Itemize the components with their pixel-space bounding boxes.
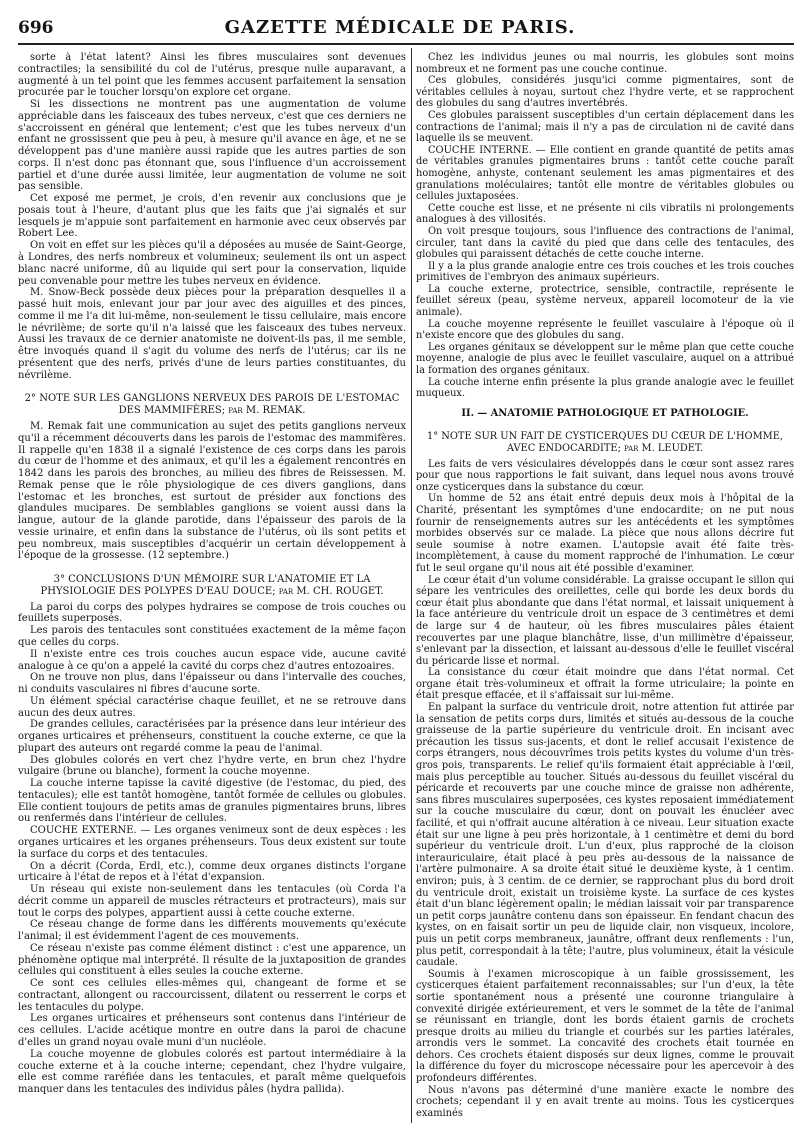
right-paragraph: Nous n'avons pas déterminé d'une manière exacte le nombre des crochets; cependant il y en avait trente au moins. Tous les cysticerques examinés — [416, 1084, 794, 1119]
header-rule — [18, 43, 794, 45]
right-paragraph: Ces globules paraissent susceptibles d'un certain déplacement dans les contractions de l'animal; mais il n'y a pas de circulation ni de cavité dans laquelle ils se meuvent. — [416, 109, 794, 145]
left-paragraph: Ce sont ces cellules elles-mêmes qui, changeant de forme et se contractant, allongent ou raccourcissent, dilatent ou resserrent le corps et les tentacules du polype. — [18, 978, 406, 1013]
left-paragraph: On ne trouve non plus, dans l'épaisseur ou dans l'intervalle des couches, ni conduits vasculaires ni fibres d'aucune sorte. — [18, 672, 406, 696]
left-paragraph: Des globules colorés en vert chez l'hydre verte, en brun chez l'hydre vulgaire (brune ou blanche), forment la couche moyenne. — [18, 754, 406, 778]
left-paragraph: Si les dissections ne montrent pas une augmentation de volume appréciable dans les faisceaux des tubes nerveux, c'est que ces derniers ne s'accroissent en général que lentement; c'est que les tubes nerveux d'un enfant ne grossissent que peu à peu, à mesure qu'il avance en âge, et ne se développent pas d'une manière aussi rapide que les autres parties de son corps. Il n'est donc pas étonnant que, sous l'influence d'un accroissement partiel et d'une durée aussi limitée, leur augmentation de volume ne soit pas sensible. — [18, 99, 406, 193]
left-paragraph: Cet exposé me permet, je crois, d'en revenir aux conclusions que je posais tout à l'heure, d'autant plus que les faits que j'ai signalés et sur lesquels je m'appuie sont parfaitement en harmonie avec ceux observés par Robert Lee. — [18, 193, 406, 240]
left-paragraph: Ce réseau n'existe pas comme élément distinct : c'est une apparence, un phénomène optique mal interprété. Il résulte de la juxtaposition de grandes cellules qui constituent à elles seules la couche externe. — [18, 942, 406, 978]
left-paragraph: Un élément spécial caractérise chaque feuillet, et ne se retrouve dans aucun des deux autres. — [18, 695, 406, 719]
left-paragraph: M. Remak fait une communication au sujet des petits ganglions nerveux qu'il a récemment découverts dans les parois de l'estomac des mammifères. Il rappelle qu'en 1838 il a signalé l'existence de ces corps dans les parois du cœur de l'homme et des animaux, et qu'il les a également rencontrés en 1842 dans les parois des bronches, au milieu des fibres de Reissessen. M. Remak pense que le rôle physiologique de ces divers ganglions, dans l'estomac et les bronches, est surtout de présider aux fonctions des glandules mucipares. De semblables ganglions se voient aussi dans la langue, autour de la glande parotide, dans l'épaisseur des parois de la vessie urinaire, et enfin dans la substance de l'utérus, où ils sont petits et peu nombreux, mais susceptibles d'acquérir un certain développement à l'époque de la grossesse. (12 septembre.) — [18, 420, 406, 562]
left-paragraph: Ce réseau change de forme dans les différents mouvements qu'exécute l'animal; il est évidemment l'agent de ces mouvements. — [18, 919, 406, 943]
page-header — [0, 0, 800, 46]
left-paragraph: On voit en effet sur les pièces qu'il a déposées au musée de Saint-George, à Londres, des nerfs nombreux et volumineux; seulement ils ont un aspect blanc nacré uniforme, dû au liquide qui sert pour la conservation, liquide peu convenable pour mettre les tubes nerveux en évidence. — [18, 240, 406, 287]
page-number: 696 — [18, 18, 54, 38]
left-section-heading: 3° CONCLUSIONS D'UN MÉMOIRE SUR L'ANATOMIE ET LA PHYSIOLOGIE DES POLYPES D'EAU DOUCE; par M. CH. ROUGET. — [40, 574, 384, 597]
right-paragraph: Il y a la plus grande analogie entre ces trois couches et les trois couches primitives de l'embryon des animaux supérieurs. — [416, 260, 794, 284]
right-paragraph: En palpant la surface du ventricule droit, notre attention fut attirée par la sensation de petits corps durs, limités et situés au-dessous de la couche graisseuse de la partie supérieure du ventricule droit. En incisant avec précaution les tissus sus-jacents, et dont le relief accusait l'existence de corps étrangers, nous découvrîmes trois petits kystes du volume d'un très-gros pois, transparents. Le relief qu'ils formaient était appréciable à l'œil, mais plus perceptible au toucher. Situés au-dessous du feuillet viscéral du péricarde et recouverts par une couche mince de graisse non adhérente, sans fibres musculaires superposées, ces kystes reposaient immédiatement sur la couche musculaire du cœur, dont on pouvait les énucléer avec facilité, et qui n'offrait aucune altération à ce niveau. Leur situation exacte était sur une ligne à peu près horizontale, à 1 centimètre et demi du bord supérieur du ventricule droit. L'un d'eux, plus rapproché de la cloison interauriculaire, était placé à peu près au-dessous de la naissance de l'artère pulmonaire. A sa droite était situé le deuxième kyste, à 1 centim. environ; puis, à 3 centim. de ce dernier, se rapprochant plus du bord droit du ventricule droit, existait un troisième kyste. La surface de ces kystes était d'un blanc légèrement opalin; le médian laissait voir par transparence un petit corps jaunâtre contenu dans son épaisseur. En fendant chacun des kystes, on en faisait sortir un peu de liquide clair, non visqueux, incolore, puis un petit corps membraneux, jaunâtre, offrant deux renflements : l'un, plus petit, correspondait à la tête; l'autre, plus volumineux, était la vésicule caudale. — [416, 702, 794, 969]
right-paragraph: Soumis à l'examen microscopique à un faible grossissement, les cysticerques étaient parfaitement reconnaissables; sur l'un d'eux, la tête sortie spontanément nous a présenté une couronne triangulaire à convexité dirigée extérieurement, et vers le sommet de la tête de l'animal se réunissant en triangle, dont les bords étaient garnis de crochets presque droits au milieu du triangle et courbés sur les parties latérales, arrondis vers le sommet. La concavité des crochets était tournée en dehors. Ces crochets étaient disposés sur deux lignes, comme le prouvait la différence du foyer du microscope nécessaire pour les apercevoir à des profondeurs différentes. — [416, 968, 794, 1085]
right-paragraph: Un homme de 52 ans était entré depuis deux mois à l'hôpital de la Charité, présentant les symptômes d'une endocardite; on ne put nous fournir de renseignements autres sur les antécédents et les symptômes morbides observés sur ce malade. La pièce que nous allons décrire fut seule soumise à notre examen. L'autopsie avait été faite très-incomplètement, à cause du moment rapproché de l'inhumation. Le cœur fut le seul organe qu'il nous ait été possible d'examiner. — [416, 493, 794, 574]
left-section-heading: 2° NOTE SUR LES GANGLIONS NERVEUX DES PAROIS DE L'ESTOMAC DES MAMMIFÈRES; par M. REMAK. — [24, 393, 400, 417]
left-paragraph: Les organes urticaires et préhenseurs sont contenus dans l'intérieur de ces cellules. L'acide acétique montre en outre dans la paroi de chacune d'elles un grand noyau ovale muni d'un nucléole. — [18, 1013, 406, 1049]
left-paragraph: On a décrit (Corda, Erdl, etc.), comme deux organes distincts l'organe urticaire à l'état de repos et à l'état d'expansion. — [18, 860, 406, 884]
right-paragraph: Cette couche est lisse, et ne présente ni cils vibratils ni prolongements analogues à des villosités. — [416, 202, 794, 226]
column-divider — [411, 48, 412, 1123]
right-paragraph: Le cœur était d'un volume considérable. La graisse occupant le sillon qui sépare les ventricules des oreillettes, celle qui borde les deux bords du cœur était plus abondante que dans l'état normal, et laissait uniquement à la face antérieure du ventricule droit un espace de 3 centimètres et demi de large sur 4 de hauteur, où les fibres musculaires pâles étaient recouvertes par une plaque blanchâtre, lisse, d'un millimètre d'épaisseur, s'enlevant par la dissection, et laissant au-dessous d'elle le feuillet viscéral du péricarde lisse et normal. — [416, 574, 794, 667]
left-paragraph: Un réseau qui existe non-seulement dans les tentacules (où Corda l'a décrit comme un appareil de muscles rétracteurs et protracteurs), mais sur tout le corps des polypes, appartient aussi à cette couche externe. — [18, 884, 406, 919]
right-paragraph: On voit presque toujours, sous l'influence des contractions de l'animal, circuler, tant dans la cavité du pied que dans celle des tentacules, des globules qui paraissent détachés de cette couche interne. — [416, 225, 794, 261]
left-column — [18, 52, 406, 1121]
right-paragraph: La consistance du cœur était moindre que dans l'état normal. Cet organe était très-volumineux et offrait la forme utriculaire; la pointe en était presque effacée, et il s'affaissait sur lui-même. — [416, 667, 794, 702]
right-paragraph: La couche interne enfin présente la plus grande analogie avec le feuillet muqueux. — [416, 376, 794, 400]
left-paragraph: Les parois des tentacules sont constituées exactement de la même façon que celles du corps. — [18, 625, 406, 648]
left-paragraph: De grandes cellules, caractérisées par la présence dans leur intérieur des organes urticaires et préhenseurs, constituent la couche externe, ce que la plupart des auteurs ont regardé comme la peau de l'animal. — [18, 719, 406, 754]
right-column — [416, 52, 794, 1121]
left-paragraph: La couche interne tapisse la cavité digestive (de l'estomac, du pied, des tentacules); elle est tantôt homogène, tantôt formée de cellules ou globules. Elle contient toujours de petits amas de granules pigmentaires bruns, libres ou renfermés dans l'intérieur de cellules. — [18, 778, 406, 825]
right-paragraph: Chez les individus jeunes ou mal nourris, les globules sont moins nombreux et ne forment pas une couche continue. — [416, 52, 794, 75]
running-head: GAZETTE MÉDICALE DE PARIS. — [224, 17, 576, 38]
left-paragraph: Il n'existe entre ces trois couches aucun espace vide, aucune cavité analogue à ce qu'on a appelé la cavité du corps chez d'autres entozoaires. — [18, 648, 406, 672]
right-paragraph: Les organes génitaux se développent sur le même plan que cette couche moyenne, analogie de plus avec le feuillet vasculaire, auquel on a attribué la formation des organes génitaux. — [416, 341, 794, 377]
left-paragraph: COUCHE EXTERNE. — Les organes venimeux sont de deux espèces : les organes urticaires et les organes préhenseurs. Tous deux existent sur toute la surface du corps et des tentacules. — [18, 825, 406, 860]
left-paragraph: La couche moyenne de globules colorés est partout intermédiaire à la couche externe et à la couche interne; cependant, chez l'hydre vulgaire, elle est comme raréfiée dans les tentacules, et paraît même quelquefois manquer dans les tentacules des individus pâles (hydra pallida). — [18, 1048, 406, 1096]
right-paragraph: La couche externe, protectrice, sensible, contractile, représente le feuillet séreux (peau, système nerveux, appareil locomoteur de la vie animale). — [416, 283, 794, 319]
right-paragraph: La couche moyenne représente le feuillet vasculaire à l'époque où il n'existe encore que des globules du sang. — [416, 318, 794, 342]
left-paragraph: La paroi du corps des polypes hydraires se compose de trois couches ou feuillets superposés. — [18, 601, 406, 625]
right-part-heading: II. — ANATOMIE PATHOLOGIQUE ET PATHOLOGIE. — [461, 407, 749, 419]
right-paragraph: Ces globules, considérés jusqu'ici comme pigmentaires, sont de véritables cellules à noyau, surtout chez l'hydre verte, et se rapprochent des globules du sang d'autres invertébrés. — [416, 75, 794, 110]
left-paragraph: M. Snow-Beck possède deux pièces pour la préparation desquelles il a passé huit mois, enlevant jour par jour avec des aiguilles et des pinces, comme il me l'a dit lui-même, non-seulement le tissu cellulaire, mais encore le névrilème; de sorte qu'il n'a laissé que les faisceaux des tubes nerveux. Aussi les travaux de ce dernier anatomiste ne doivent-ils pas, il me semble, être invoqués quand il s'agit du volume des nerfs de l'utérus; car ils ne présentent que des nerfs, privés d'une de leurs parties constituantes, du névrilème. — [18, 287, 406, 381]
left-paragraph: sorte à l'état latent? Ainsi les fibres musculaires sont devenues contractiles; la sensibilité du col de l'utérus, presque nulle auparavant, a augmenté à un tel point que les femmes accusent parfaitement la sensation procurée par le toucher lorsqu'on explore cet organe. — [18, 52, 406, 99]
right-paragraph: Les faits de vers vésiculaires développés dans le cœur sont assez rares pour que nous rapportions le fait suivant, dans lequel nous avons trouvé onze cysticerques dans la substance du cœur. — [416, 458, 794, 493]
right-section-heading: 1° NOTE SUR UN FAIT DE CYSTICERQUES DU CŒUR DE L'HOMME, AVEC ENDOCARDITE; par M. LEUDET. — [426, 431, 784, 454]
right-paragraph: COUCHE INTERNE. — Elle contient en grande quantité de petits amas de véritables granules pigmentaires bruns : tantôt cette couche paraît homogène, anhyste, contenant seulement les amas pigmentaires et des granulations moléculaires; tantôt elle montre de véritables globules ou cellules juxtaposées. — [416, 144, 794, 203]
